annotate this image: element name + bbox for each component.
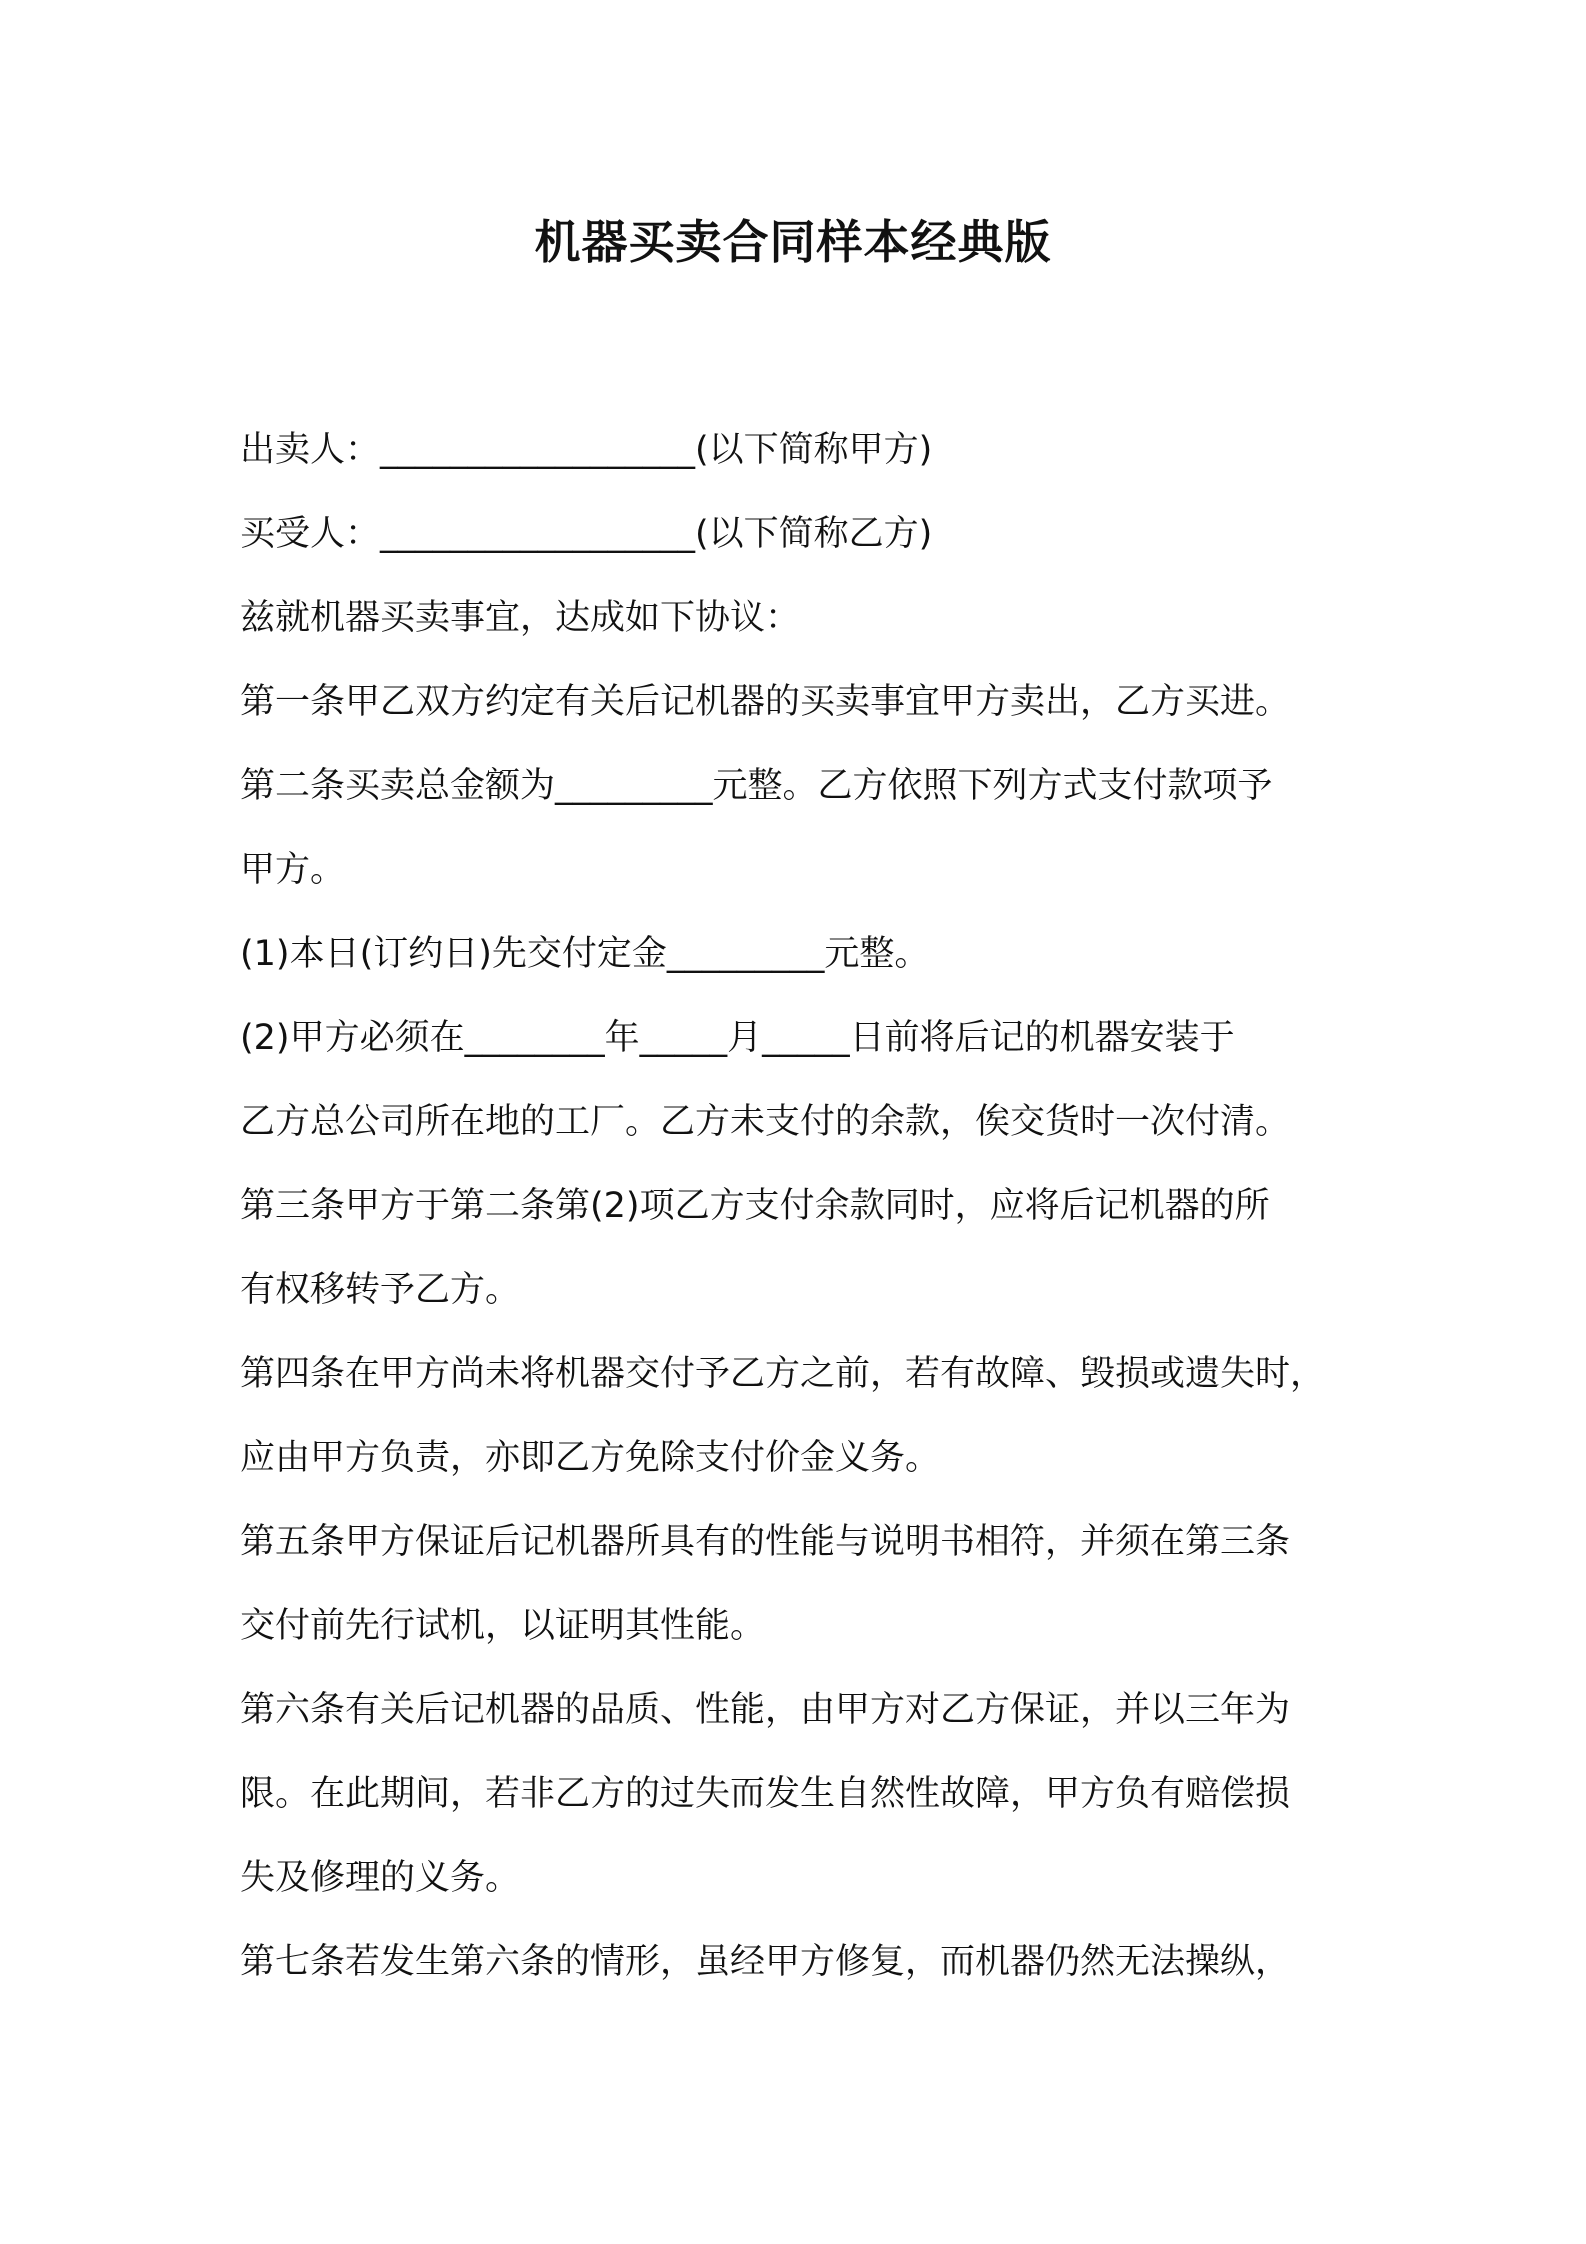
party-seller-line: 出卖人：__________________(以下简称甲方)	[240, 430, 933, 470]
clause-6-line: 失及修理的义务。	[240, 1858, 521, 1898]
clause-7-line: 第七条若发生第六条的情形，虽经甲方修复，而机器仍然无法操纵，	[240, 1942, 1291, 1982]
document-title: 机器买卖合同样本经典版	[534, 215, 1052, 269]
clause-5-line: 交付前先行试机，以证明其性能。	[240, 1606, 766, 1646]
clause-2-line: 甲方。	[240, 850, 346, 890]
clause-1-line: 第一条甲乙双方约定有关后记机器的买卖事宜甲方卖出，乙方买进。	[240, 682, 1291, 722]
clause-5-line: 第五条甲方保证后记机器所具有的性能与说明书相符，并须在第三条	[240, 1522, 1291, 1562]
party-buyer-line: 买受人：__________________(以下简称乙方)	[240, 514, 933, 554]
clause-6-line: 第六条有关后记机器的品质、性能，由甲方对乙方保证，并以三年为	[240, 1690, 1291, 1730]
document-body	[240, 408, 1370, 2004]
clause-2-item-2-line: (2)甲方必须在________年_____月_____日前将后记的机器安装于	[240, 1018, 1235, 1058]
clause-4-line: 第四条在甲方尚未将机器交付予乙方之前，若有故障、毁损或遗失时，	[240, 1354, 1326, 1394]
clause-2-line: 第二条买卖总金额为_________元整。乙方依照下列方式支付款项予	[240, 766, 1273, 806]
preamble-line: 兹就机器买卖事宜，达成如下协议：	[240, 598, 801, 638]
clause-3-line: 第三条甲方于第二条第(2)项乙方支付余款同时，应将后记机器的所	[240, 1186, 1270, 1226]
clause-4-line: 应由甲方负责，亦即乙方免除支付价金义务。	[240, 1438, 941, 1478]
clause-3-line: 有权移转予乙方。	[240, 1270, 521, 1310]
clause-2-item-1-line: (1)本日(订约日)先交付定金_________元整。	[240, 934, 930, 974]
clause-2-item-2-line: 乙方总公司所在地的工厂。乙方未支付的余款，俟交货时一次付清。	[240, 1102, 1291, 1142]
clause-6-line: 限。在此期间，若非乙方的过失而发生自然性故障，甲方负有赔偿损	[240, 1774, 1291, 1814]
